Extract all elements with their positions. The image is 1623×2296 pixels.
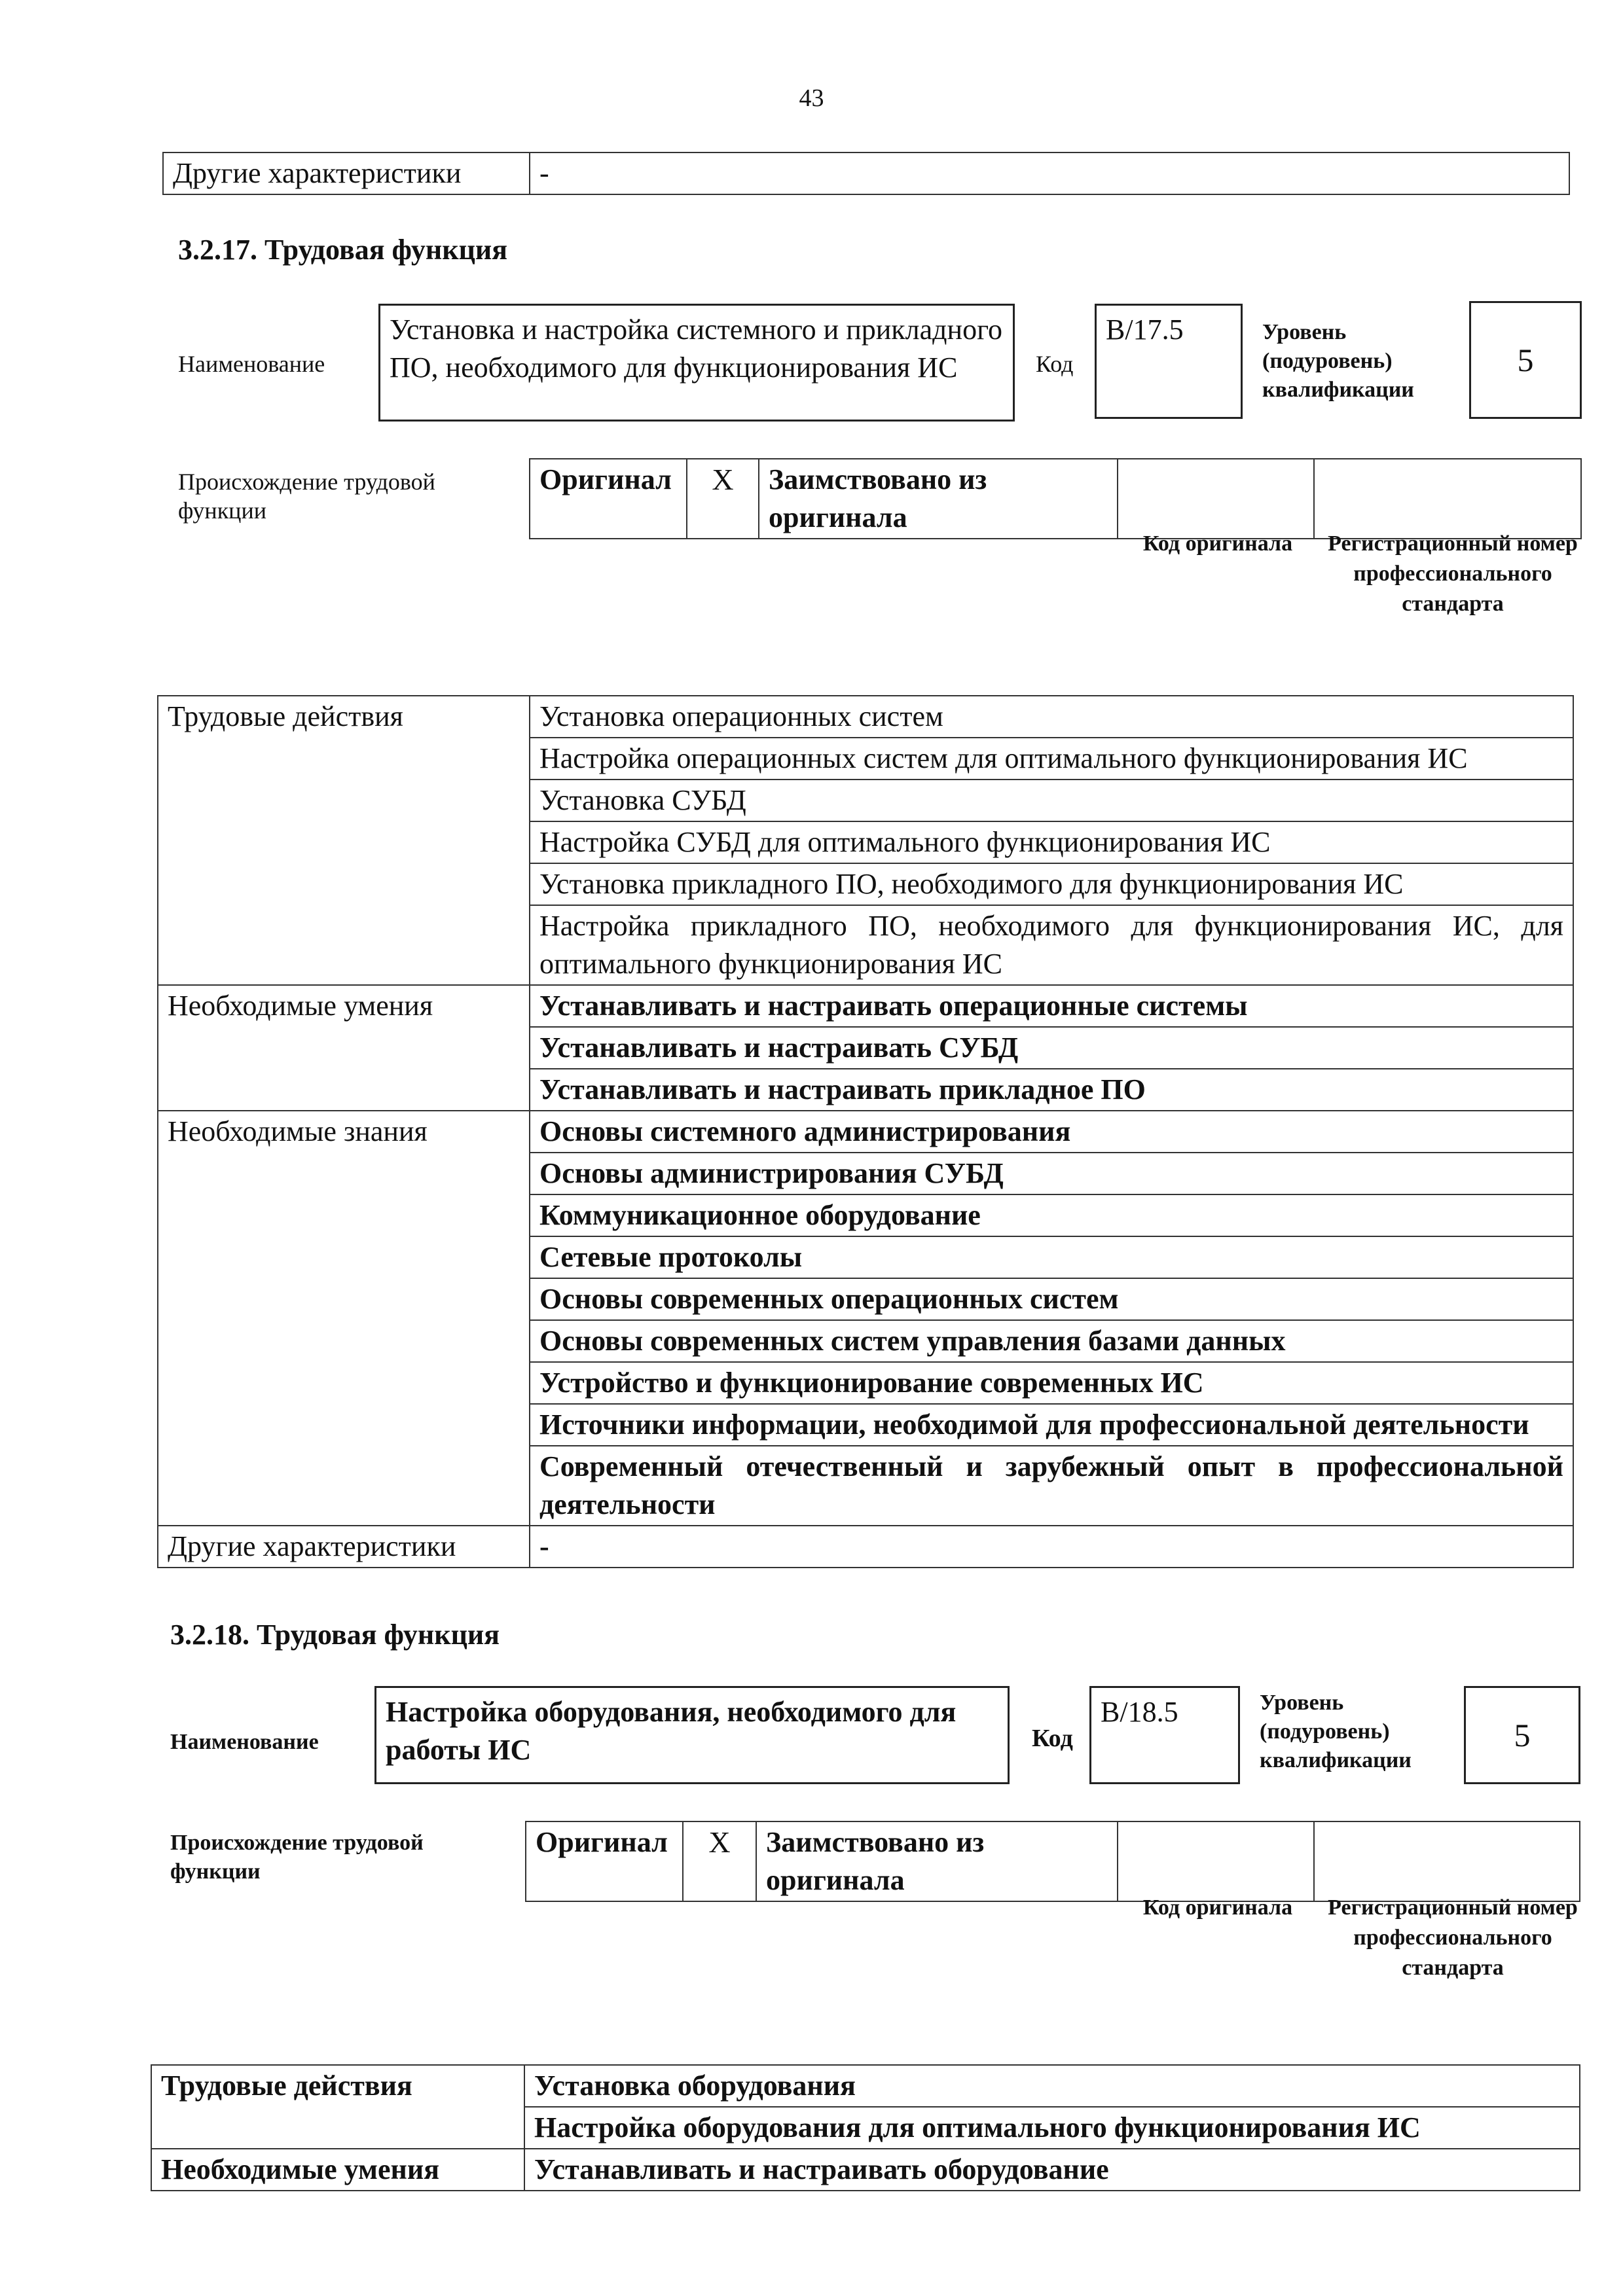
list-item: -: [530, 1526, 1573, 1568]
group-label: Трудовые действия: [151, 2065, 524, 2149]
origin-borrowed-cell: Заимствовано из оригинала: [759, 459, 1118, 539]
group-label: Необходимые знания: [158, 1111, 530, 1526]
function-name-box: Установка и настройка системного и прикладного ПО, необходимого для функционирования ИС: [378, 304, 1015, 422]
origin-reg-cell: [1314, 1821, 1580, 1901]
list-item: Устанавливать и настраивать прикладное ПО: [530, 1069, 1573, 1111]
list-item: Основы современных систем управления базами данных: [530, 1320, 1573, 1362]
list-item: Установка операционных систем: [530, 696, 1573, 738]
origin-mark-cell: X: [687, 459, 759, 539]
list-item: Современный отечественный и зарубежный опыт в профессиональной деятельности: [530, 1446, 1573, 1526]
list-item: Установка СУБД: [530, 780, 1573, 821]
list-item: Устанавливать и настраивать СУБД: [530, 1027, 1573, 1069]
section-title: 3.2.18. Трудовая функция: [170, 1619, 500, 1651]
level-box: 5: [1469, 301, 1582, 419]
list-item: Источники информации, необходимой для профессиональной деятельности: [530, 1404, 1573, 1446]
top-other-row: [162, 152, 1570, 195]
list-item: Сетевые протоколы: [530, 1236, 1573, 1278]
functions-table: [157, 695, 1574, 1568]
function-name-box: Настройка оборудования, необходимого для работы ИС: [374, 1686, 1010, 1784]
other-characteristics-label: Другие характеристики: [163, 152, 530, 194]
group-label: Другие характеристики: [158, 1526, 530, 1568]
origin-table: [525, 1821, 1580, 1902]
list-item: Настройка прикладного ПО, необходимого для функционирования ИС, для оптимального функционирования ИС: [530, 905, 1573, 985]
list-item: Установка оборудования: [524, 2065, 1580, 2107]
list-item: Устройство и функционирование современных ИС: [530, 1362, 1573, 1404]
origin-code-caption: Код оригинала: [1142, 1895, 1293, 1920]
origin-table: [529, 458, 1582, 539]
group-label: Необходимые умения: [158, 985, 530, 1111]
list-item: Настройка операционных систем для оптимального функционирования ИС: [530, 738, 1573, 780]
code-label: Код: [1036, 351, 1074, 377]
code-label: Код: [1032, 1725, 1073, 1752]
list-item: Устанавливать и настраивать операционные системы: [530, 985, 1573, 1027]
origin-mark-cell: X: [683, 1821, 756, 1901]
origin-reg-caption: Регистрационный номер профессионального стандарта: [1328, 531, 1578, 616]
origin-code-cell: [1118, 1821, 1314, 1901]
functions-table: [151, 2064, 1580, 2191]
origin-label: Происхождение трудовой функции: [170, 1831, 424, 1884]
group-label: Необходимые умения: [151, 2149, 524, 2191]
origin-borrowed-cell: Заимствовано из оригинала: [756, 1821, 1118, 1901]
list-item: Настройка СУБД для оптимального функционирования ИС: [530, 821, 1573, 863]
code-box: B/18.5: [1089, 1686, 1240, 1784]
origin-code-caption: Код оригинала: [1142, 531, 1293, 556]
origin-original-cell: Оригинал: [530, 459, 687, 539]
level-label: Уровень (подуровень) квалификации: [1260, 1691, 1412, 1772]
list-item: Основы современных операционных систем: [530, 1278, 1573, 1320]
origin-reg-cell: [1314, 459, 1581, 539]
section-title: 3.2.17. Трудовая функция: [178, 234, 508, 266]
origin-code-cell: [1118, 459, 1314, 539]
origin-label: Происхождение трудовой функции: [178, 469, 435, 524]
level-box: 5: [1464, 1686, 1580, 1784]
list-item: Установка прикладного ПО, необходимого для функционирования ИС: [530, 863, 1573, 905]
level-label: Уровень (подуровень) квалификации: [1262, 320, 1414, 402]
group-label: Трудовые действия: [158, 696, 530, 985]
other-characteristics-value: -: [530, 152, 1569, 194]
name-label: Наименование: [178, 351, 325, 377]
list-item: Основы системного администрирования: [530, 1111, 1573, 1153]
page-number: 43: [799, 84, 824, 112]
list-item: Настройка оборудования для оптимального функционирования ИС: [524, 2107, 1580, 2149]
code-box: B/17.5: [1095, 304, 1243, 419]
list-item: Устанавливать и настраивать оборудование: [524, 2149, 1580, 2191]
origin-reg-caption: Регистрационный номер профессионального стандарта: [1328, 1895, 1578, 1980]
origin-original-cell: Оригинал: [526, 1821, 683, 1901]
list-item: Основы администрирования СУБД: [530, 1153, 1573, 1194]
list-item: Коммуникационное оборудование: [530, 1194, 1573, 1236]
name-label: Наименование: [170, 1730, 319, 1754]
